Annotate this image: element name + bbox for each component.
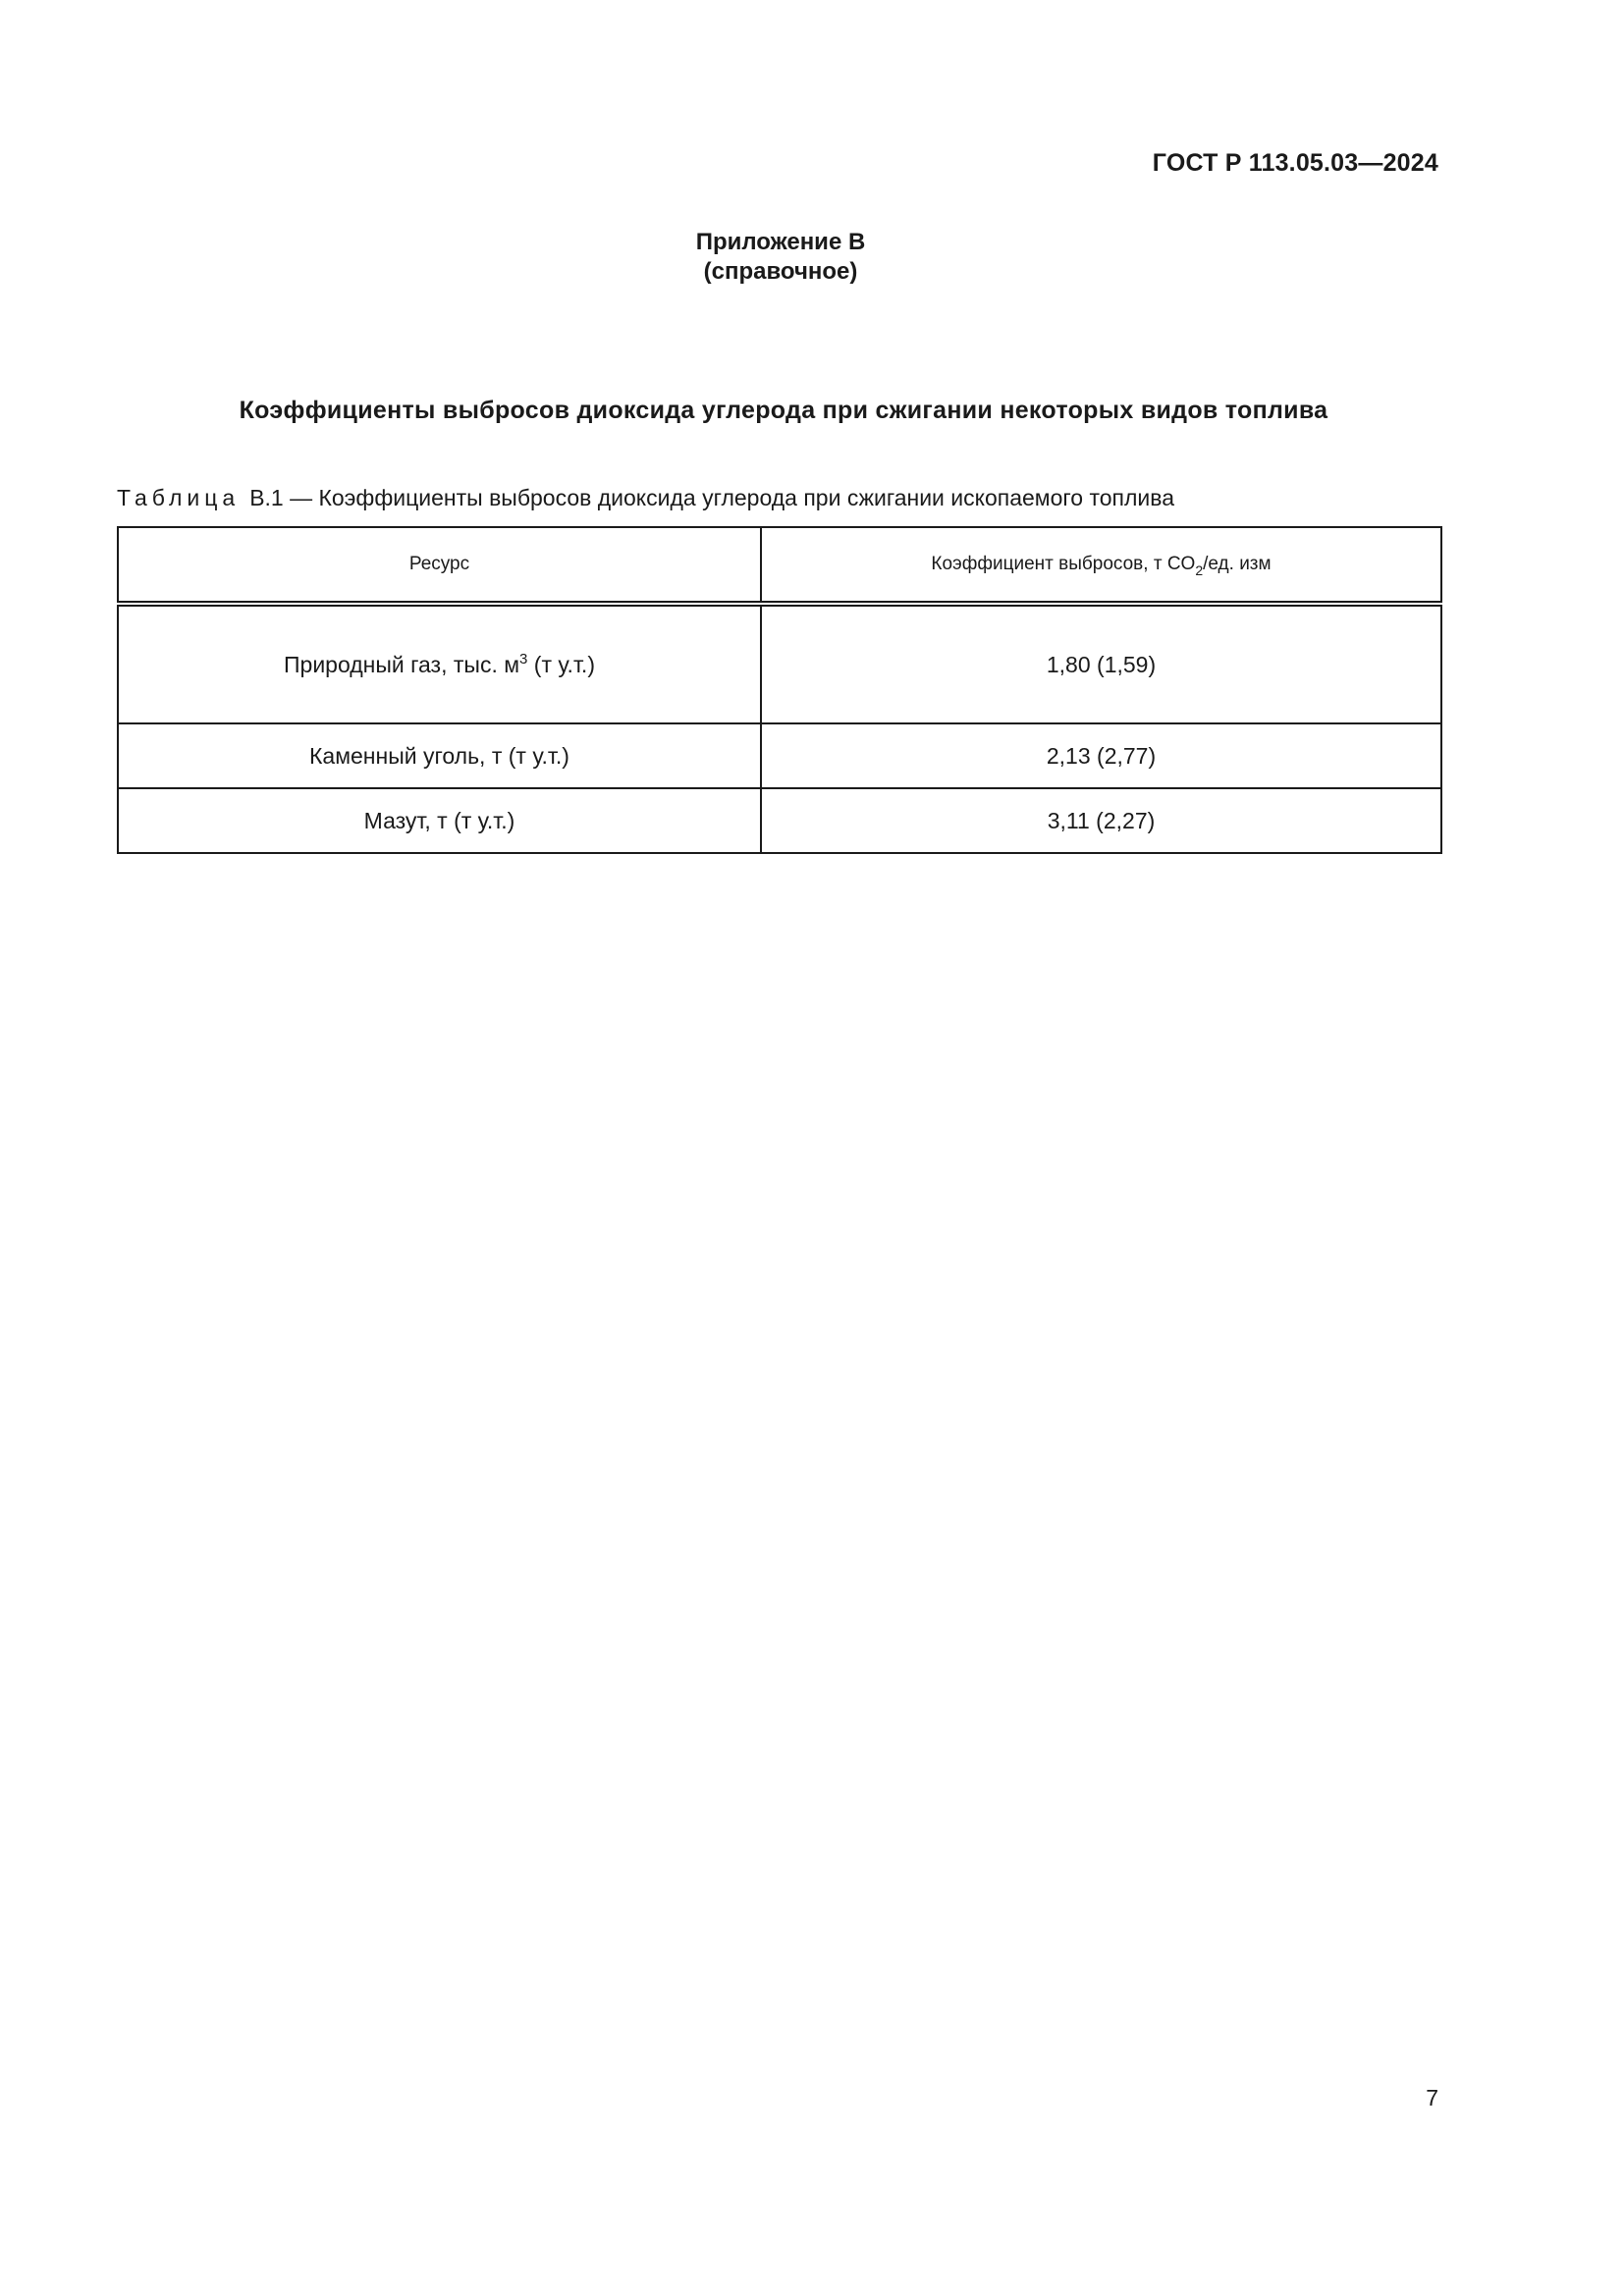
emission-coefficients-table	[117, 526, 1442, 854]
cell-resource-suffix: (т у.т.)	[527, 651, 595, 677]
table-header-row	[118, 527, 1441, 604]
appendix-heading	[0, 228, 1561, 287]
cell-resource-superscript: 3	[519, 650, 528, 667]
cell-resource-prefix: Природный газ, тыс. м	[284, 651, 520, 677]
document-code: ГОСТ Р 113.05.03—2024	[1152, 149, 1438, 177]
table-container	[117, 526, 1440, 854]
cell-coefficient: 1,80 (1,59)	[761, 604, 1441, 723]
cell-resource: Мазут, т (т у.т.)	[118, 788, 761, 853]
page-number: 7	[1426, 2085, 1438, 2110]
header-coefficient	[761, 527, 1441, 604]
cell-coefficient: 3,11 (2,27)	[761, 788, 1441, 853]
cell-coefficient: 2,13 (2,77)	[761, 723, 1441, 788]
header-coefficient-prefix: Коэффициент выбросов, т CO	[931, 554, 1196, 574]
table-caption-text: В.1 — Коэффициенты выбросов диоксида углерода при сжигании ископаемого топлива	[249, 485, 1174, 510]
cell-resource	[118, 604, 761, 723]
appendix-status: (справочное)	[703, 258, 858, 285]
table-caption	[117, 485, 1174, 511]
header-coefficient-suffix: /ед. изм	[1203, 554, 1272, 574]
table-row	[118, 604, 1441, 723]
header-resource: Ресурс	[118, 527, 761, 604]
cell-resource: Каменный уголь, т (т у.т.)	[118, 723, 761, 788]
table-caption-label: Таблица	[117, 485, 241, 510]
table-row	[118, 723, 1441, 788]
section-title: Коэффициенты выбросов диоксида углерода при сжигании некоторых видов топлива	[239, 397, 1328, 424]
table-row	[118, 788, 1441, 853]
appendix-title: Приложение В	[695, 229, 866, 255]
header-coefficient-subscript: 2	[1195, 562, 1204, 578]
